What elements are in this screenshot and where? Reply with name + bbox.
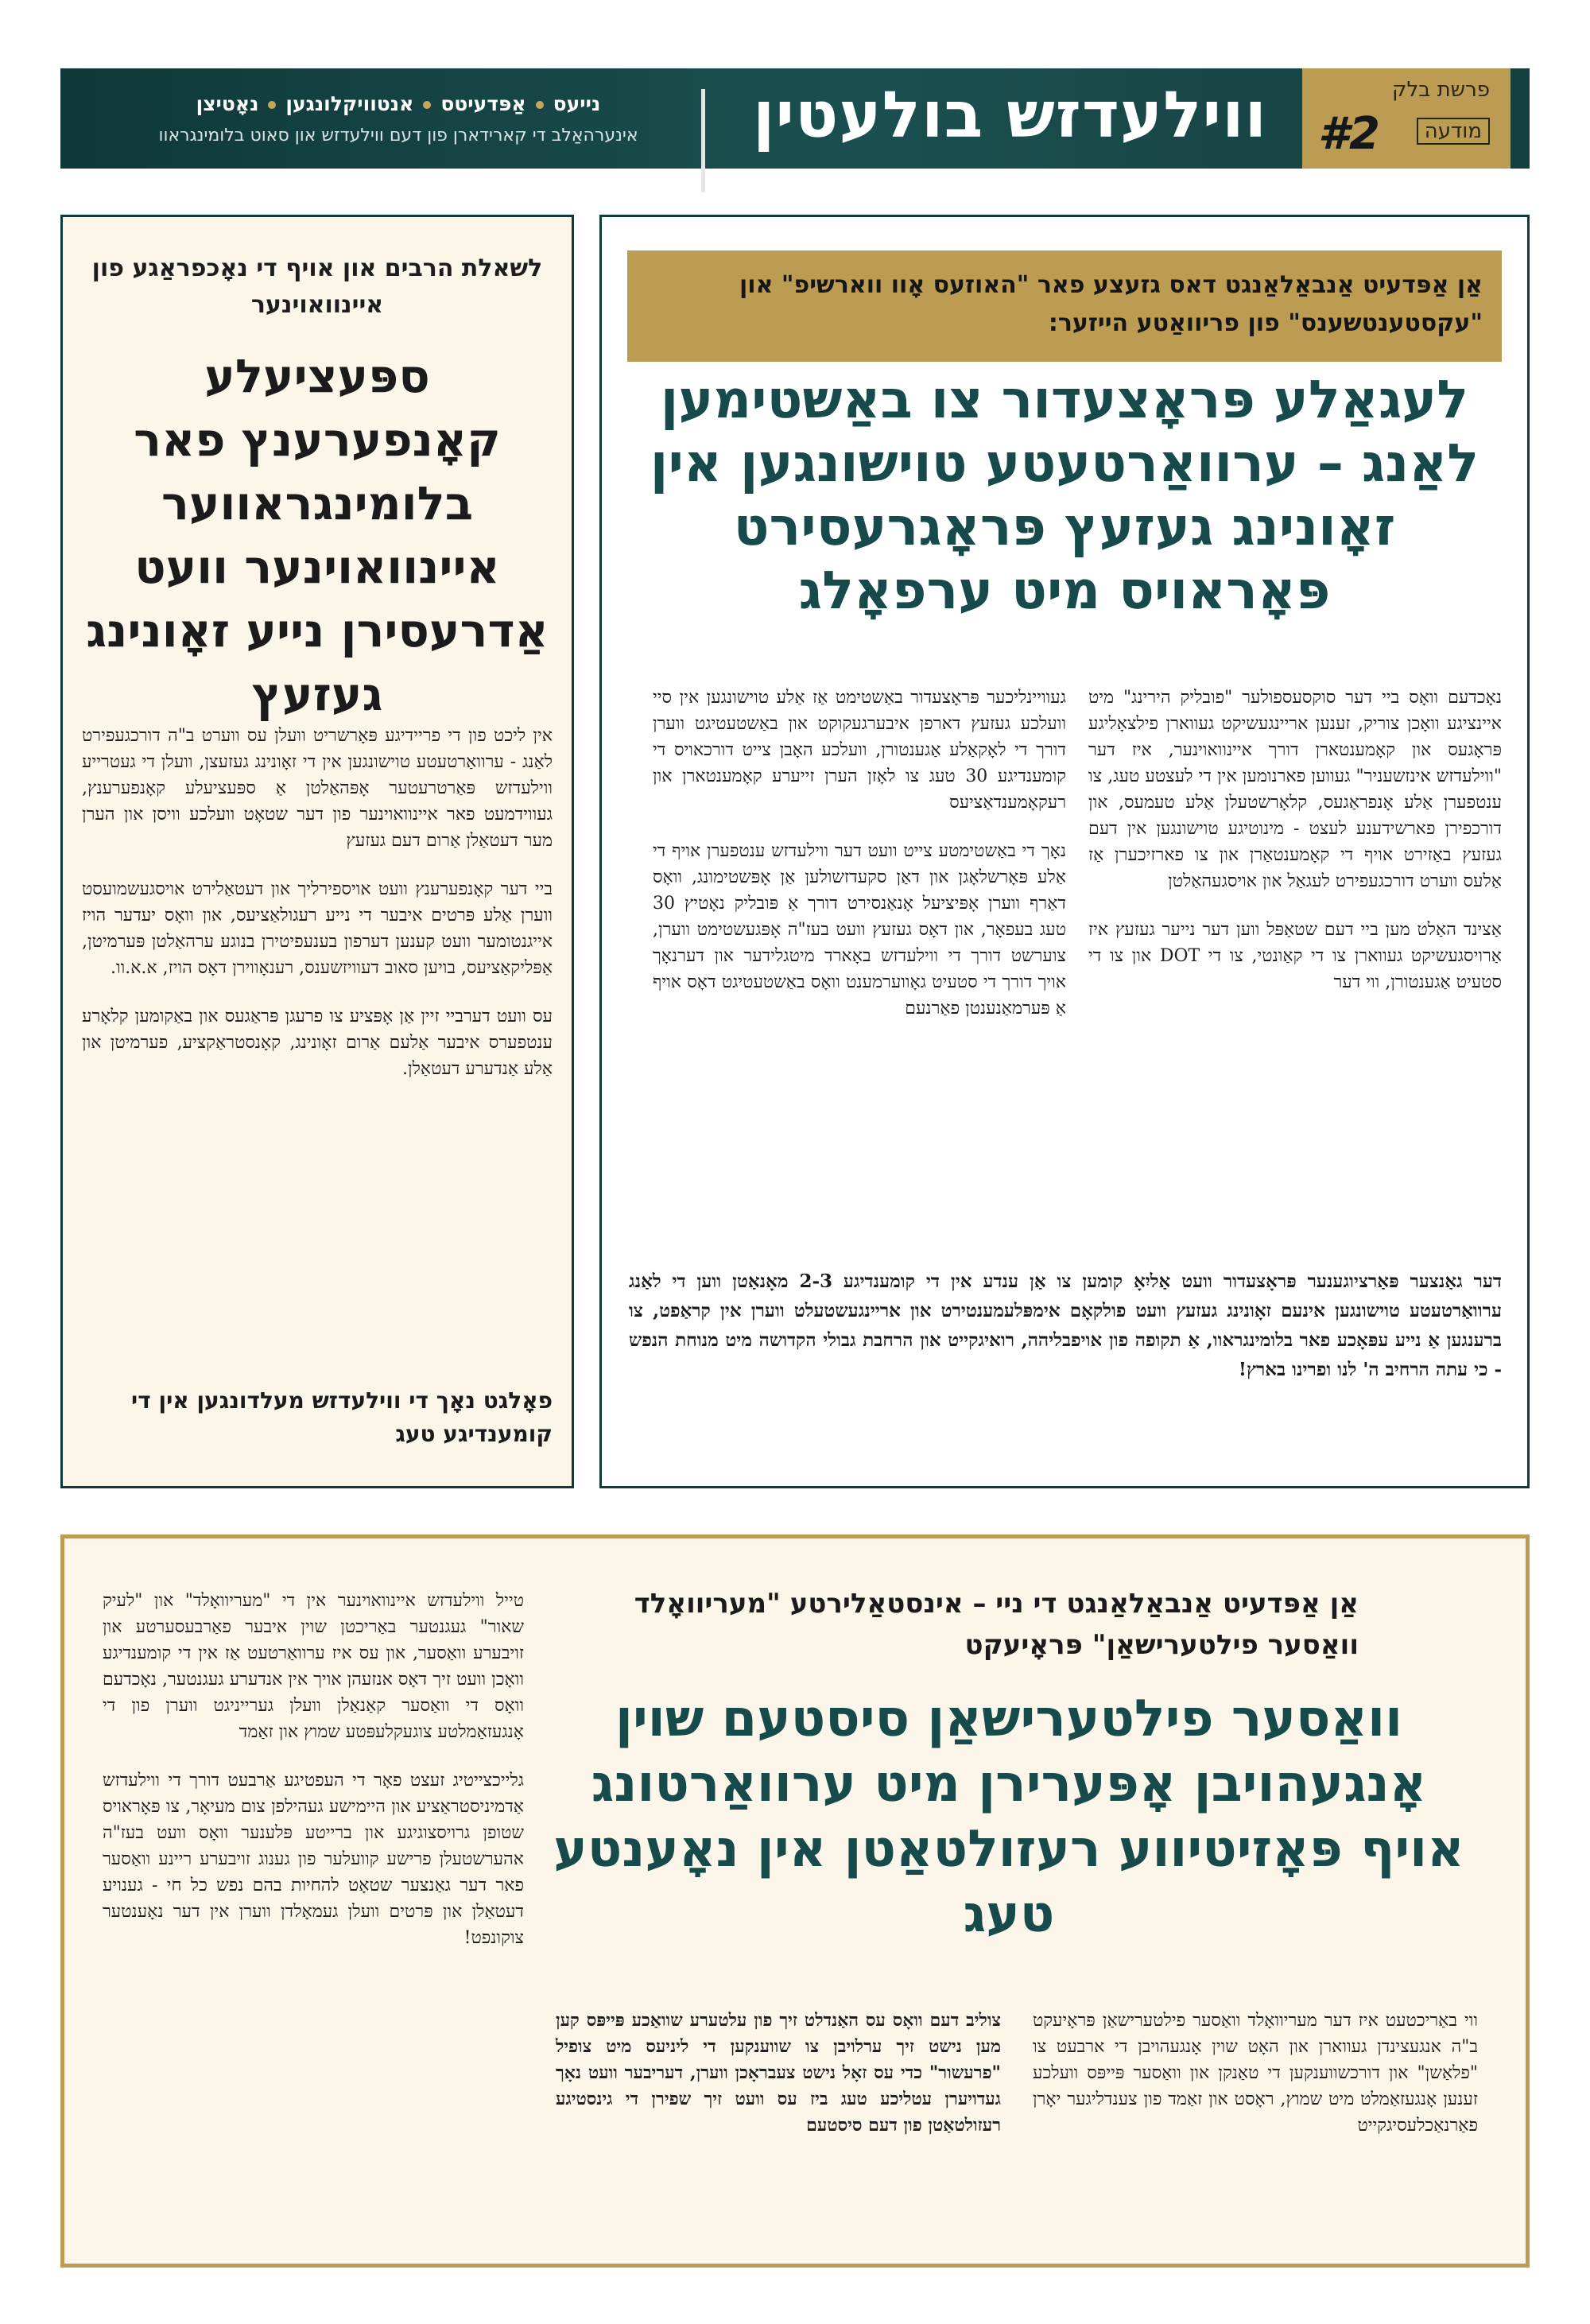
bottom-article-headline: וואַסער פילטערישאַן סיסטעם שוין אָנגעהויבן אָפּערירן מיט ערוואַרטונג אויף פּאָזיטיווע רעזולטאַטן אין נאָענטע טעג — [553, 1690, 1464, 1944]
separator-dot — [423, 101, 431, 109]
nav-news[interactable]: נייעס — [553, 92, 601, 115]
masthead-banner — [60, 68, 1530, 169]
main-article-kicker: אַן אַפּדעיט אַנבאַלאַנגט דאס גזעצע פאר "האוזעס אָוו ווארשיפ" און "עקסטענטשענס" פון פריוואַטע הייזער: — [627, 250, 1502, 362]
main-article-headline: לעגאַלע פּראָצעדור צו באַשטימען לאַנג – ערוואַרטעטע טוישונגען אין זאָונינג געזעץ פּראָגרעסירט פּאָראויס מיט ערפאָלג — [650, 369, 1479, 621]
bottom-article-kicker: אַן אַפּדעיט אַנבאַלאַנגט די ניי – אינסטאַלירטע "מעריוואָלד וואַסער פילטערישאַן" פּראָיעקט — [634, 1588, 1359, 1661]
parsha-label: פרשת בלק — [1392, 78, 1490, 102]
paragraph: נאָך די באַשטימטע צייט וועט דער ווילעדזש ענטפערן אויף די אַלע פּאָרשלאָגן און דאַן סקעדזשולען אַן אָפּשטימונג, וואָס דאַרף ווערן אָפּיציעל אָנאַנסירט דורך אַ פּובליק נאָטיץ 30 טעג בעפאָר, און דאָס געזעץ וועט בעז"ה אָפּגעשטימט ווערן, צוערשט דורך די ווילעדזש באָארד מיטגלידער און דערנאָך אויך דורך די סטעיט גאָווערמענט וואָס באַשטעטיגט דאָס אויף אַ פּערמאַנענטן פאַרנעם — [653, 841, 1066, 1018]
sidebar-headline: ספּעציעלע קאָנפערענץ פאר בלומינגראווער איינוואוינער וועט אַדרעסירן נייע זאָונינג געזעץ — [86, 349, 549, 721]
bottom-article-column-middle — [556, 2008, 1001, 2161]
bottom-article-column-right — [1033, 2008, 1478, 2161]
paragraph: אַצינד האַלט מען ביי דעם שטאַפּל ווען דער נייער געזעץ איז אַרויסגעשיקט געווארן צו די קאַונטי, צו די DOT און צו די סטעיט אַגענטורן, ווי דער — [1088, 920, 1502, 992]
water-filtration-article — [60, 1534, 1530, 2268]
nav-developments[interactable]: אנטוויקלונגען — [285, 92, 414, 115]
paragraph: עס וועט דערביי זיין אַן אָפּציע צו פרעגן פּראַגעס און באַקומען קלאָרע ענטפערס איבער אַלעם אַרום זאָונינג, קאָנסטראַקציע, פערמיטן און אַלע אַנדערע דעטאַלן. — [82, 1007, 553, 1079]
paragraph: ווי באַריכטעט איז דער מעריוואָלד וואַסער פילטערישאַן פּראָיעקט ב"ה אנגעצינדן געווארן און האָט שוין אָנגעהויבן די ארבעט צו "פלאַשן" און דורכשווענקען די טאַנקן און וואַסער פּייפּס וועלכע זענען אָנגעזאַמלט מיט שמוץ, ראָסט און זאַמד פון צענדליגער יאָרן פאַרנאַכלעסיגקייט — [1033, 2011, 1478, 2136]
ad-label: מודעה — [1417, 118, 1490, 145]
sidebar-signoff: פאָלגט נאָך די ווילעדזש מעלדונגען אין די קומענדיגע טעג — [131, 1387, 553, 1447]
title-accent-bar — [701, 89, 705, 192]
main-article-closing: דער גאַנצער פּאַרציוגענער פּראָצעדור וועט אַליִאָ קומען צו אַן ענדע אין די קומענדיגע 2-3 מאָנאַטן ווען די לאַנג ערוואַרטעטע טוישונגען אינעם זאָונינג געזעץ וועט פולקאָם אימפּלעמענטירט און אריינגעשטעלט ווערן אין קראַפט, צו ברענגען אַ נייע עפּאָכע פאר בלומינגראוו, אַ תקופה פון אויפבליהה, רואיגקייט און הרחבת גבולי הקדושה מיט מנוחת הנפש - כי עתה הרחיב ה' לנו ופרינו בארץ! — [629, 1271, 1502, 1380]
section-nav — [60, 92, 736, 115]
paragraph: גלייכצייטיג זעצט פאָר די העפטיגע אַרבעט דורך די ווילעדזש אַדמיניסטראַציע און היימישע געהילפן צום מעיאָר, צו פּאָראויס שטופן גרויסצוגיגע און ברייטע פּלענער וואָס וועט בעז"ה אהערשטעלן פרישע קוועלער פון גענוג זויבערע ריינע וואַסער פאר דער גאַנצער שטאָט להחיות בהם נפש כל חי - גענויע דעטאַלן און פּרטים וועלן געמאָלדן ווערן אין דער נאָענטער צוקונפט! — [103, 1771, 524, 1948]
paragraph: געוויינליכער פּראָצעדור באַשטימט אַז אַלע טוישונגען אין סיי וועלכע געזעץ דארפן איבערגעקוקט און באַשטעטיגט ווערן דורך די לאָקאַלע אַגענטורן, וועלכע האָבן צייט דורכאויס די קומענדיגע 30 טעג צו לאָזן הערן זייערע קאָמענטארן און רעקאָמענדאַציעס — [653, 688, 1067, 813]
paragraph: אין ליכט פון די פריידיגע פּאָרשריט וועלן עס ווערט ב"ה דורכגעפירט לאַנג - ערוואַרטעטע טוישונגען אין די זאָונינג געזעצן, וועלן די געטרייע ווילעדזש פּאַרטרעטער אָפּהאַלטן אַ ספּעציעלע קאָנפערענץ, געווידמעט פאר איינוואוינער פון דער שטאָט וועלכע וויסן און הערן מער דעטאַלן אַרום דעם געזעץ — [82, 726, 553, 851]
masthead-tagline: אינערהאַלב די קארידארן פון דעם ווילעדזש און סאוט בלומינגראוו — [158, 126, 638, 145]
bottom-article-column-left — [103, 1588, 524, 1973]
paragraph: ביי דער קאָנפערענץ וועט אויספירליך און דעטאַלירט אויסגעשמועסט ווערן אַלע פּרטים איבער די נייע רעגולאַציעס, און וואָס יעדער הויז אייגנטומער וועט קענען דערפון בענעפיטירן בנוגע ערהאַלטן פּערמיטן, אַפּליקאַציעס, בויען סאוב דעוויזשענס, רענאָווירן דאָס הויז, א.א.וו. — [82, 879, 553, 978]
separator-dot — [536, 101, 544, 109]
main-article-column-left — [653, 685, 1066, 1044]
paragraph: צוליב דעם וואָס עס האַנדלט זיך פון עלטערע שוואַכע פּייפּס קען מען נישט זיך ערלויבן צו שווענקען די ליניעס מיט צופיל "פרעשור" כדי עס זאָל נישט צעבראָכן ווערן, דעריבער וועט נאָך געדויערן עטליכע טעג ביז עס וועט זיך שפירן די גינסטיגע רעזולטאַטן פון דעם סיסטעם — [556, 2010, 1001, 2136]
issue-number: #2 — [1318, 108, 1380, 160]
sidebar-body — [82, 723, 553, 1104]
sidebar-kicker: לשאלת הרבים און אויף די נאָכפראַגע פון איינוואוינער — [91, 254, 543, 319]
nav-notices[interactable]: נאָטיצן — [196, 92, 259, 115]
paragraph: טייל ווילעדזש איינוואוינער אין די "מעריוואָלד" און "לעיק שאור" געגנטער באַריכטן שוין איבער פאַרבעסערטע און זויבערע וואַסער, און עס איז ערוואַרטעט אַז אין די קומענדיגע וואָכן וועט זיך דאָס אנזעהן אויך אין אנדערע געגנטער, נאָכדעם וואָס די וואַסער קאַנאַלן וועלן גערייניגט ווערן פון די אָנגעזאַמלטע צוגעקלעפּטע שמוץ און זאַמד — [103, 1591, 524, 1742]
main-article — [599, 215, 1530, 1488]
main-article-column-right — [1088, 685, 1502, 1018]
nav-updates[interactable]: אַפּדעיטס — [440, 92, 526, 115]
newspaper-title: ווילעדזש בולעטין — [752, 78, 1267, 152]
separator-dot — [268, 101, 276, 109]
issue-box — [1302, 68, 1510, 169]
conference-sidebar — [60, 215, 574, 1488]
paragraph: נאָכדעם וואָס ביי דער סוקסעספולער "פובליק הירינג" מיט איינציגע וואָכן צוריק, זענען אריינגעשיקט געווארן פילצאָליגע פּראָגעס און קאָמענטארן דורך איינוואוינער, איז דער "ווילעדזש אינזשעניר" געווען פארנומען אין די לעצטע טעג, צו ענטפערן אַלע אָנפראַגעס, קלאָרשטעלן אַלע טעמעס, און דורכפירן פארשידענע לעצט - מינוטיגע טוישונגען אין דעם געזעץ באַזירט אויף די קאָמענטאַרן און צו פארזיכערן אַז אַלעס ווערט דורכגעפירט לעגאַל און אויסגעהאַלטן — [1088, 688, 1502, 891]
